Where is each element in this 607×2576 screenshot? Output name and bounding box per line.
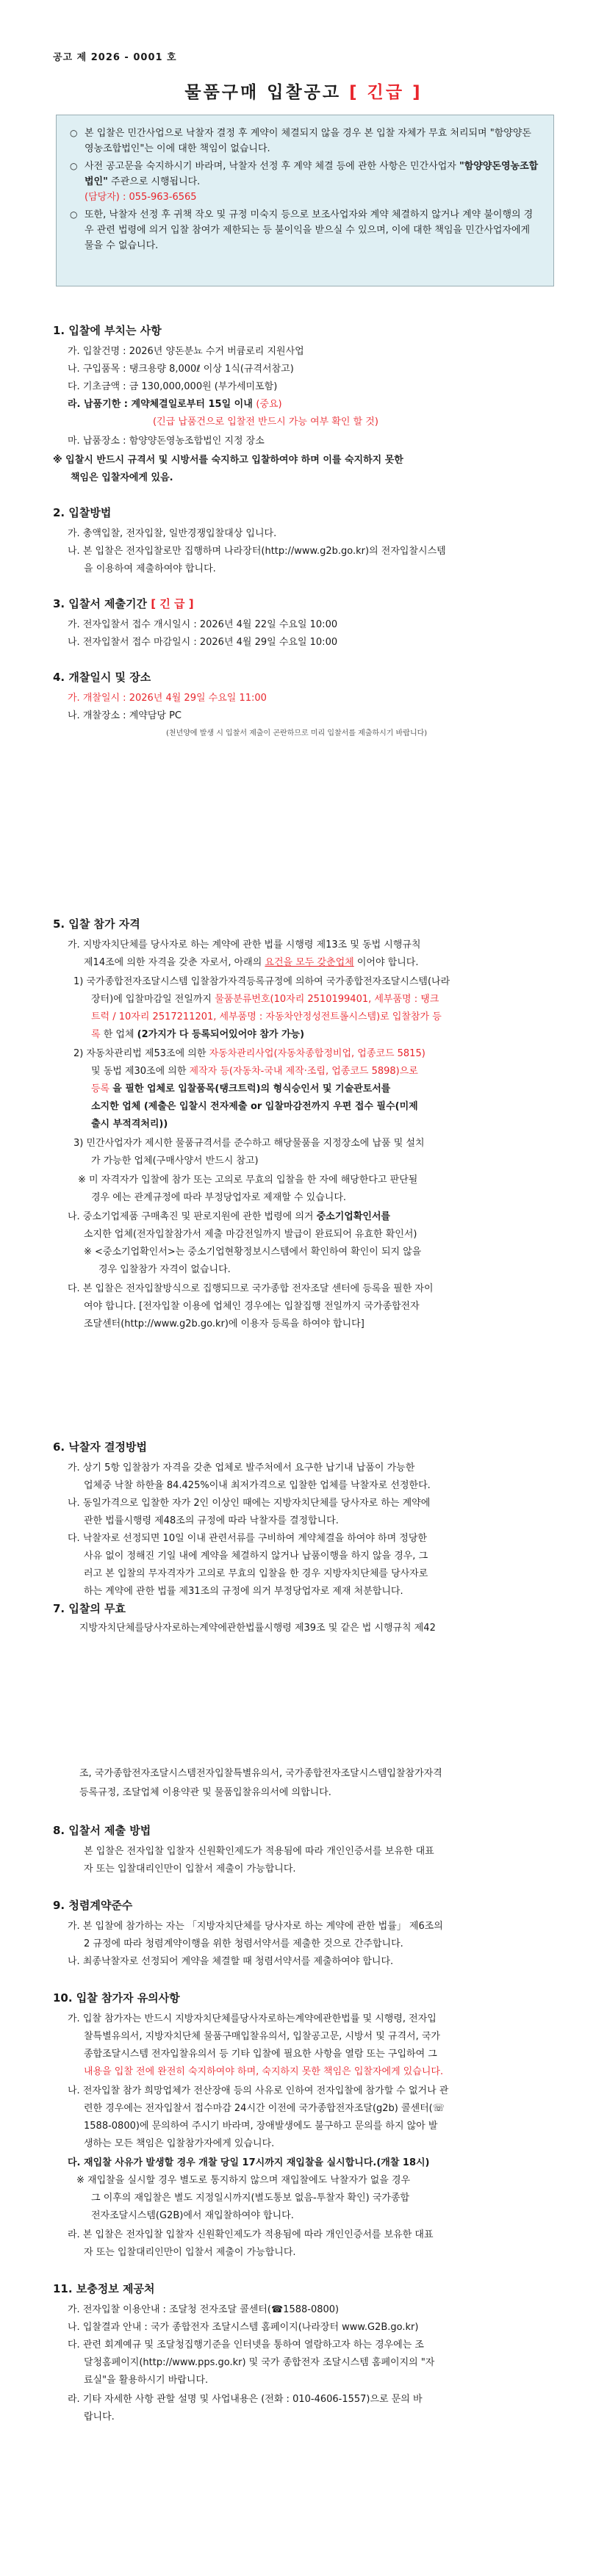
s5-r2-4: 소지한 업체 (제출은 입찰시 전자제출 or 입찰마감전까지 우편 접수 필수(미제 [91,1101,418,1112]
notice-item-2 [70,159,540,205]
page-title [0,85,607,101]
section-4-heading: 4. 개찰일시 및 장소 [53,671,151,684]
s7-a: 지방자치단체를당사자로하는계약에관한법률시행령 제39조 및 같은 법 시행규칙 제42 [79,1623,436,1634]
s5-a1: 가. 지방자치단체를 당사자로 하는 계약에 관한 법률 시행령 제13조 및 동법 시행규칙 [68,939,421,950]
s9-a1: 가. 본 입찰에 참가하는 자는 「지방자치단체를 당사자로 하는 계약에 관한 법률」 제6조의 [68,1921,443,1932]
section-6-heading: 6. 낙찰자 결정방법 [53,1440,148,1454]
s5-r2-2-a: 및 동법 제30조에 의한 [91,1066,187,1077]
s10-a1: 가. 입찰 참가자는 반드시 지방자치단체를당사자로하는계약에관한법률 및 시행령, 전자입 [68,2013,437,2024]
s5-r1-1: 1) 국가종합전자조달시스템 입찰참가자격등록규정에 의하여 국가종합전자조달시스템(나라 [73,976,450,987]
s4-a: 가. 개찰일시 : 2026년 4월 29일 수요일 11:00 [68,693,267,704]
s11-d2: 랍니다. [84,2411,115,2422]
s3-heading-text: 3. 입찰서 제출기간 [53,597,148,610]
section-3-heading [53,596,194,612]
s11-d1: 라. 기타 자세한 사항 관할 설명 및 사업내용은 (전화 : 010-4606-1557)으로 문의 바 [68,2394,423,2405]
s7-b1: 조, 국가종합전자조달시스템전자입찰특별유의서, 국가종합전자조달시스템입찰참가자격 [79,1768,442,1779]
s10-d1: 라. 본 입찰은 전자입찰 입찰자 신원확인제도가 적용됨에 따라 개인인증서를 보유한 대표 [68,2229,434,2240]
s4-note: (천년양에 발생 시 입찰서 제출이 곤란하므로 미리 입찰서를 제출하시기 바랍니다) [166,729,428,737]
s10-note-2: 그 이후의 재입찰은 별도 지정일시까지(별도통보 없음-투찰자 확인) 국가종합 [91,2193,410,2204]
s4-b: 나. 개찰장소 : 계약담당 PC [68,710,182,721]
s5-a2-req: 요건을 모두 갖춘업체 [265,957,354,968]
s2-b1: 나. 본 입찰은 전자입찰로만 집행하며 나라장터(http://www.g2b.go.kr)의 전자입찰시스템 [68,546,446,557]
notice-item-2-tail: 주관으로 시행됩니다. [111,176,201,187]
s5-r1-4 [91,1027,554,1042]
notice-box [56,115,554,286]
section-8-heading: 8. 입찰서 제출 방법 [53,1824,151,1837]
s5-b2: 소지한 업체(전자입찰참가서 제출 마감전일까지 발급이 완료되어 유효한 확인서) [84,1229,417,1240]
s3-heading-urgent: [ 긴 급 ] [151,597,194,610]
s11-c1: 다. 관련 회계예규 및 조달청집행기준을 인터넷을 통하여 열람하고자 하는 경우에는 조 [68,2339,424,2350]
s5-b1-cert: 중소기업확인서를 [316,1211,391,1222]
s5-a2-text: 제14조에 의한 자격을 갖춘 자로서, 아래의 [84,957,262,968]
s10-a4: 내용을 입찰 전에 완전히 숙지하여야 하며, 숙지하지 못한 책임은 입찰자에게 있습니다. [84,2066,444,2077]
s5-r1-4-c: (2가지가 다 등록되어있어야 참가 가능) [137,1029,305,1040]
s6-b1: 나. 동일가격으로 입찰한 자가 2인 이상인 때에는 지방자치단체를 당사자로 하는 계약에 [68,1498,431,1509]
s10-b4: 생하는 모든 책임은 입찰참가자에게 있습니다. [84,2138,275,2149]
s6-c2: 사유 없이 정해진 기일 내에 계약을 체결하지 않거나 납품이행을 하지 않을 경우, 그 [84,1551,428,1562]
s3-b: 나. 전자입찰서 접수 마감일시 : 2026년 4월 29일 수요일 10:00 [68,637,338,648]
s1-e: 마. 납품장소 : 함양양돈영농조합법인 지정 장소 [68,436,265,447]
s11-b: 나. 입찰결과 안내 : 국가 종합전자 조달시스템 홈페이지(나라장터 www.G2B.go.kr) [68,2322,419,2333]
s11-c3: 료실"을 활용하시기 바랍니다. [84,2375,209,2386]
notice-item-1: ○ 본 입찰은 민간사업으로 낙찰자 결정 후 계약이 체결되지 않을 경우 본 입찰 자체가 무효 처리되며 "함양양돈영농조합법인"는 이에 대한 책임이 없습니다. [70,126,540,156]
s5-r2-2-b: 제작자 등(자동차-국내 제작·조립, 업종코드 5898)으로 [189,1066,418,1077]
s5-b3: ※ <중소기업확인서>는 중소기업현황정보시스템에서 확인하여 확인이 되지 않을 [84,1246,422,1258]
s10-a3: 종합조달시스템 전자입찰유의서 등 기타 입찰에 필요한 사항을 열람 또는 구입하여 그 [84,2049,437,2060]
s5-r2-3 [91,1081,554,1097]
s11-a: 가. 전자입찰 이용안내 : 조달청 전자조달 콜센터(☎1588-0800) [68,2304,340,2315]
s10-d2: 자 또는 입찰대리인만이 입찰서 제출이 가능합니다. [84,2247,296,2258]
s5-c3: 조달센터(http://www.g2b.go.kr)에 이용자 등록을 하여야 합니다] [84,1318,364,1330]
s5-r2-1-a: 2) 자동차관리법 제53조에 의한 [73,1048,206,1059]
section-9-heading: 9. 청렴계약준수 [53,1899,133,1912]
notice-item-2-org: "함양양돈영농조합법인" [85,161,539,187]
s5-a2-tail: 이어야 합니다. [356,957,419,968]
s5-r1-2 [91,992,554,1007]
s5-r3-2: 가 가능한 업체(구매사양서 반드시 참고) [91,1155,259,1166]
notice-item-3: ○ 또한, 낙찰자 선정 후 귀책 작오 및 규정 미숙지 등으로 보조사업자와 계약 체결하지 않거나 계약 불이행의 경우 관련 법령에 의거 입찰 참여가 제한되는 등 불이익을 받으실 수 있으며, 이에 대한 책임을 민간사업자에게 물을 수 없습니다. [70,207,540,253]
s5-c1: 다. 본 입찰은 전자입찰방식으로 집행되므로 국가종합 전자조달 센터에 등록을 필한 자이 [68,1283,434,1294]
s2-b2: 을 이용하여 제출하여야 합니다. [84,563,216,574]
s1-b: 나. 구입품목 : 탱크용량 8,000ℓ 이상 1식(규격서참고) [68,364,294,375]
s1-d-urgent: (중요) [256,399,282,410]
s8-a1: 본 입찰은 전자입찰 입찰자 신원확인제도가 적용됨에 따라 개인인증서를 보유한 대표 [84,1846,434,1857]
title-urgent: [ 긴급 ] [349,83,423,102]
notice-number: 공고 제 2026 - 0001 호 [53,52,177,63]
section-2-heading: 2. 입찰방법 [53,506,112,519]
s5-note-2: 경우 에는 관계규정에 따라 부정당업자로 제재할 수 있습니다. [91,1192,347,1203]
title-main: 물품구매 입찰공고 [184,83,342,102]
s5-c2: 여야 합니다. [전자입찰 이용에 업체인 경우에는 입찰집행 전일까지 국가종합전자 [84,1301,420,1312]
s11-c2: 달청홈페이지(http://www.pps.go.kr) 및 국가 종합전자 조달시스템 홈페이지의 "자 [84,2357,435,2368]
s10-note-1: ※ 재입찰을 실시할 경우 별도로 통지하지 않으며 재입찰에도 낙찰자가 없을 경우 [76,2175,411,2186]
s1-warning-1: ※ 입찰시 반드시 규격서 및 시방서를 숙지하고 입찰하여야 하며 이를 숙지하지 못한 [53,455,403,466]
s1-a: 가. 입찰건명 : 2026년 양돈분뇨 수거 버큠로리 지원사업 [68,346,304,357]
section-10-heading: 10. 입찰 참가자 유의사항 [53,1991,180,2005]
s10-c: 다. 재입찰 사유가 발생할 경우 개찰 당일 17시까지 재입찰을 실시합니다.(개찰 18시) [68,2157,430,2168]
s6-c4: 하는 계약에 관한 법률 제31조의 규정에 의거 부정당업자로 제재 처분합니다. [84,1586,403,1597]
s6-c3: 러고 본 입찰의 무자격자가 고의로 무효의 입찰을 한 경우 지방자치단체를 당사자로 [84,1568,428,1579]
s10-b1: 나. 전자입찰 참가 희망업체가 전산장애 등의 사유로 인하여 전자입찰에 참가할 수 없거나 관 [68,2085,449,2096]
s5-r2-1 [73,1046,558,1061]
s8-a2: 자 또는 입찰대리인만이 입찰서 제출이 가능합니다. [84,1864,296,1875]
s6-b2: 관한 법률시행령 제48조의 규정에 따라 낙찰자를 결정합니다. [84,1515,339,1526]
s1-c: 다. 기초금액 : 금 130,000,000원 (부가세미포함) [68,381,278,392]
s5-r1-2-text: 장터)에 입찰마감일 전일까지 [91,994,212,1005]
s5-note-1: ※ 미 자격자가 입찰에 참가 또는 고의로 무효의 입찰을 한 자에 해당한다고 판단될 [78,1175,418,1186]
s6-c1: 다. 낙찰자로 선정되면 10일 이내 관련서류를 구비하여 계약체결을 하여야 하며 정당한 [68,1533,427,1544]
s5-r2-1-b: 자동차관리사업(자동차종합정비업, 업종코드 5815) [209,1048,425,1059]
s10-b2: 련한 경우에는 전자입찰서 접수마감 24시간 이전에 국가종합전자조달(g2b) 콜센터(☏ [84,2103,445,2114]
s5-r1-2-code: 물품분류번호(10자리 2510199401, 세부품명 : 탱크 [215,994,439,1005]
s5-r1-3: 트럭 / 10자리 2517211201, 세부품명 : 자동차안정성전트롤시스템)로 입찰참가 등 [91,1011,442,1022]
s6-a2: 업체중 낙찰 하한율 84.425%이내 최저가격으로 입찰한 업체를 낙찰자로 선정한다. [84,1480,431,1491]
s1-d-label: 라. 납품기한 : 계약체결일로부터 15일 이내 [68,399,253,410]
s2-a: 가. 총액입찰, 전자입찰, 일반경쟁입찰대상 입니다. [68,528,277,539]
section-11-heading: 11. 보충정보 제공처 [53,2282,155,2295]
s5-r1-4-b: 한 업체 [103,1029,134,1040]
s9-a2: 2 규정에 따라 청렴계약이행을 위한 청렴서약서를 제출한 것으로 간주합니다. [84,1938,403,1949]
s5-b1-text: 나. 중소기업제품 구매촉진 및 판로지원에 관한 법령에 의거 [68,1211,314,1222]
section-5-heading: 5. 입찰 참가 자격 [53,917,140,931]
s9-b: 나. 최종낙찰자로 선정되어 계약을 체결할 때 청렴서약서를 제출하여야 합니다. [68,1956,394,1967]
s10-note-3: 전자조달시스템(G2B)에서 재입찰하여야 합니다. [91,2210,294,2221]
section-1-heading: 1. 입찰에 부치는 사항 [53,324,162,337]
section-7-heading: 7. 입찰의 무효 [53,1602,126,1615]
s10-a2: 찰특별유의서, 지방자치단체 물품구매입찰유의서, 입찰공고문, 시방서 및 규격서, 국가 [84,2031,440,2042]
s3-a: 가. 전자입찰서 접수 개시일시 : 2026년 4월 22일 수요일 10:00 [68,619,338,630]
s1-d-note: (긴급 납품건으로 입찰전 반드시 가능 여부 확인 할 것) [153,416,378,427]
notice-item-2-text: 사전 공고문을 숙지하시기 바라며, 낙찰자 선정 후 계약 체결 등에 관한 사항은 민간사업자 [85,161,456,172]
s5-b4: 경우 입찰참가 자격이 없습니다. [98,1264,231,1275]
s5-r2-3-b: 을 필한 업체로 입찰품목(탱크트럭)의 형식승인서 및 기술관토서를 [112,1083,391,1094]
s7-b2: 등록규정, 조달업체 이용약관 및 물품입찰유의서에 의합니다. [79,1787,331,1798]
s5-r2-2 [91,1064,554,1079]
s5-r2-3-a: 등록 [91,1083,110,1094]
s5-r1-4-a: 록 [91,1029,101,1040]
notice-contact: (담당자) : 055-963-6565 [85,192,197,203]
s5-r3-1: 3) 민간사업자가 제시한 물품규격서를 준수하고 해당물품을 지정장소에 납품 및 설치 [73,1138,425,1149]
s1-warning-2: 책임은 입찰자에게 있음. [71,472,173,483]
s5-b1 [68,1209,553,1224]
s5-r2-5: 출시 부적격처리)) [91,1119,168,1130]
s5-a2 [84,955,569,970]
s10-b3: 1588-0800)에 문의하여 주시기 바라며, 장애발생에도 불구하고 문의를 하지 않아 발 [84,2121,438,2132]
s1-d [68,397,553,412]
s6-a1: 가. 상기 5항 입찰참가 자격을 갖춘 업체로 발주처에서 요구한 납기내 납품이 가능한 [68,1462,415,1473]
